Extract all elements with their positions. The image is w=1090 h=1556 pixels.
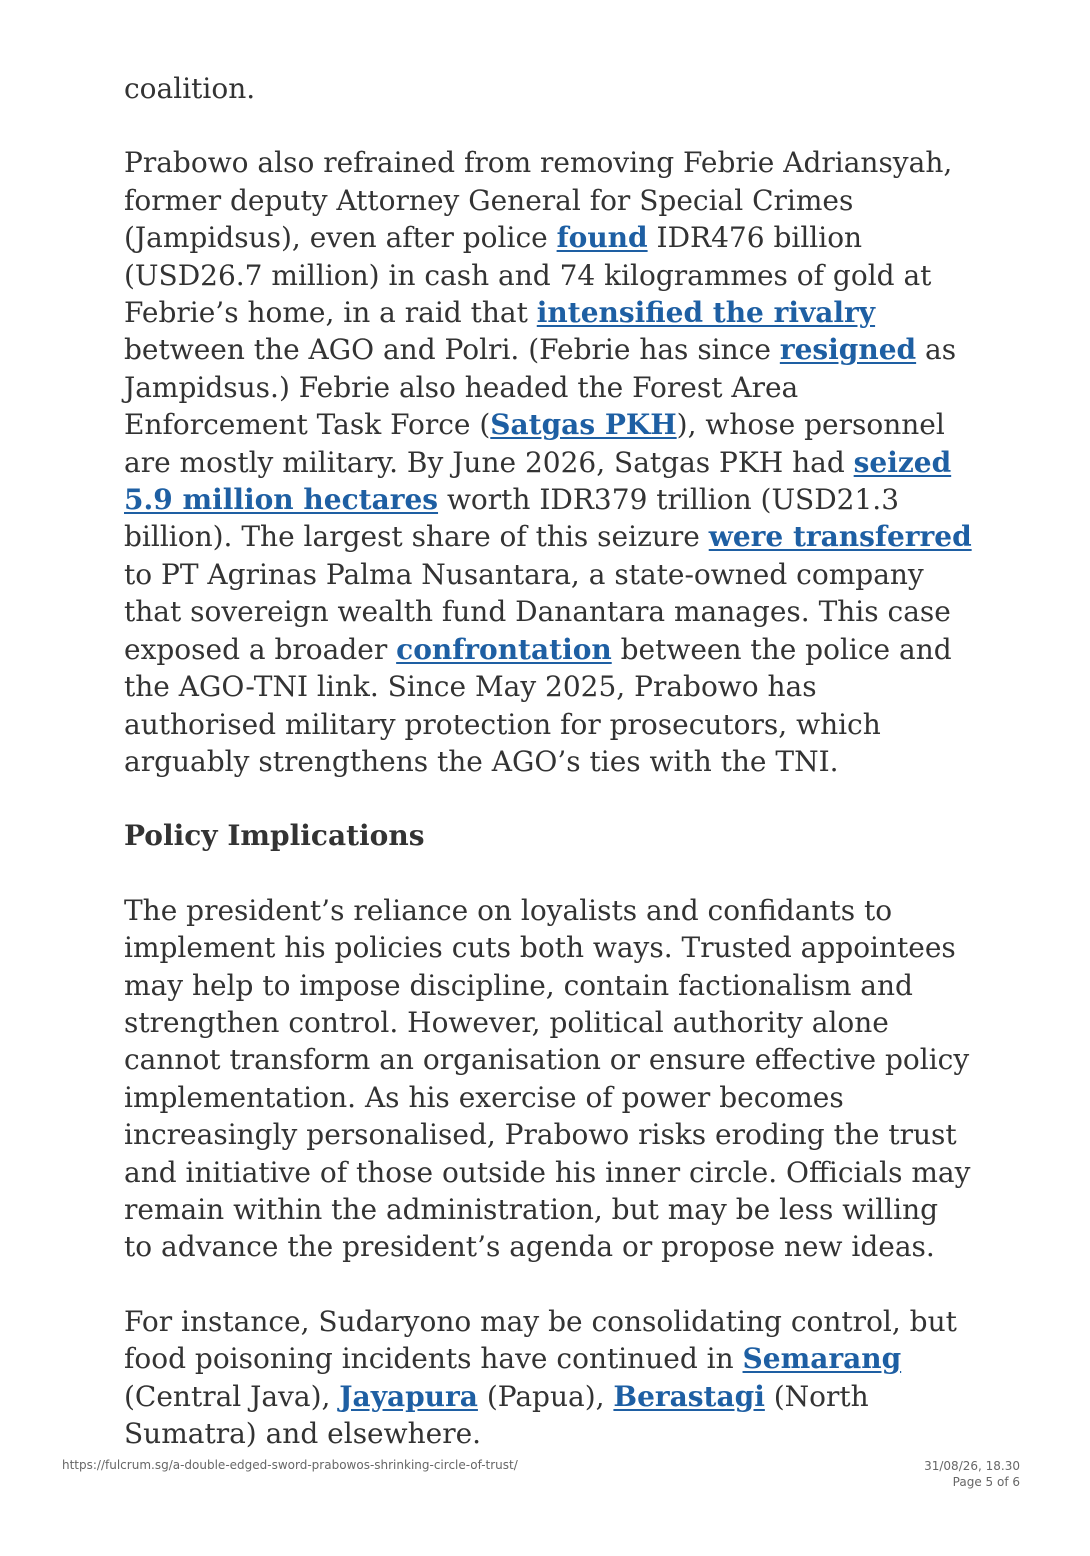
text-span: Prabowo also refrained from removing Febrie Adriansyah, former deputy Attorney General for Special Crimes (Jampidsus), even after police — [124, 146, 953, 255]
paragraph-coalition — [124, 70, 974, 107]
footer-page-number: Page 5 of 6 — [952, 1475, 1020, 1489]
text-span: coalition. — [124, 72, 256, 105]
text-span: to PT Agrinas Palma Nusantara, a state-owned company that sovereign wealth fund Danantara manages. This case exposed a broader — [124, 557, 951, 666]
paragraph-febrie — [124, 144, 974, 780]
text-span: ), whose personnel are mostly military. By June 2026, Satgas PKH had — [124, 408, 945, 479]
text-span: For instance, Sudaryono may be consolidating control, but food poisoning incidents have continued in — [124, 1304, 957, 1376]
text-span: between the police and the AGO-TNI link. Since May 2025, Prabowo has authorised military protection for prosecutors, which arguably strengthens the AGO’s ties with the TNI. — [124, 632, 952, 778]
text-span: (North Sumatra) and elsewhere. — [124, 1379, 869, 1450]
text-span: (Papua), — [477, 1379, 614, 1413]
footer-datetime: 31/08/26, 18.30 — [924, 1459, 1020, 1473]
footer-url: https://fulcrum.sg/a-double-edged-sword-prabowos-shrinking-circle-of-trust/ — [62, 1458, 518, 1472]
link-intensified-the-rivalry[interactable]: intensified the rivalry — [536, 296, 876, 330]
link-confrontation[interactable]: confrontation — [396, 632, 612, 666]
text-span: worth IDR379 trillion (USD21.3 billion). The largest share of this seizure — [124, 483, 900, 554]
link-satgas-pkh[interactable]: Satgas PKH — [490, 408, 677, 442]
text-span: between the AGO and Polri. (Febrie has since — [124, 333, 780, 367]
section-heading: Policy Implications — [124, 819, 425, 853]
footer-meta — [924, 1458, 1020, 1490]
link-seized-hectares[interactable]: seized 5.9 million hectares — [124, 445, 952, 517]
text-span: IDR476 billion (USD26.7 million) in cash and 74 kilogrammes of gold at Febrie’s home, in a raid that — [124, 221, 932, 330]
text-span: as Jampidsus.) Febrie also headed the Forest Area Enforcement Task Force ( — [124, 333, 957, 442]
link-found[interactable]: found — [556, 221, 648, 255]
link-were-transferred[interactable]: were transferred — [708, 520, 972, 554]
text-span: (Central Java), — [124, 1379, 340, 1413]
link-berastagi[interactable]: Berastagi — [613, 1379, 765, 1413]
link-semarang[interactable]: Semarang — [742, 1342, 902, 1376]
article-body — [124, 70, 974, 1489]
paragraph-implications — [124, 892, 974, 1266]
link-resigned[interactable]: resigned — [779, 333, 917, 367]
link-jayapura[interactable]: Jayapura — [339, 1379, 478, 1413]
paragraph-instance — [124, 1303, 974, 1453]
text-span: The president’s reliance on loyalists and confidants to implement his policies cuts both ways. Trusted appointees may help to impose discipline, contain factionalism and strengthen control. However, political authority alone cannot transform an organisation or ensure effective policy implementation. As his exercise of power becomes increasingly personalised, Prabowo risks eroding the trust and initiative of those outside his inner circle. Officials may remain within the administration, but may be less willing to advance the president’s agenda or propose new ideas. — [124, 893, 971, 1264]
